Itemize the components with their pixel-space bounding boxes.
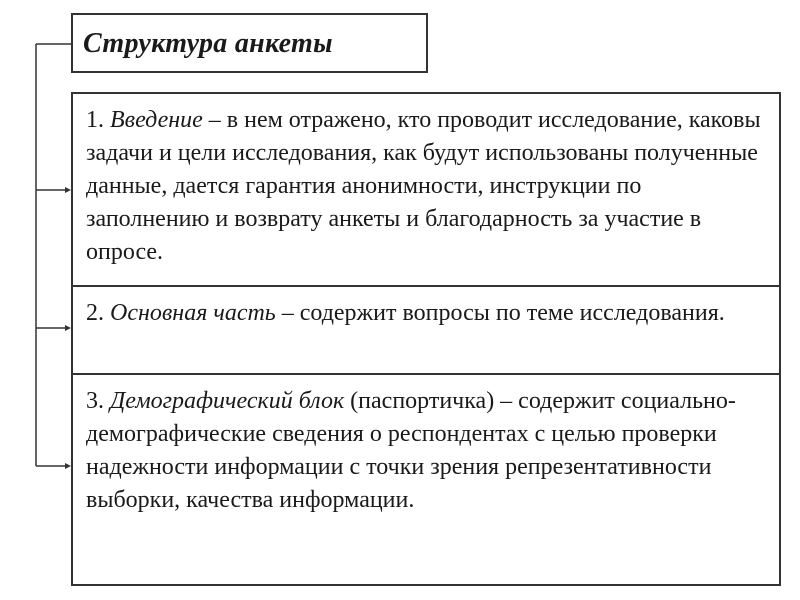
item-number: 2. [86, 300, 104, 326]
item-number: 1. [86, 107, 104, 133]
item-text [86, 385, 769, 517]
item-box-demographic-block [71, 373, 781, 586]
item-description: – содержит вопросы по теме исследования. [275, 300, 725, 326]
item-text [86, 104, 769, 269]
item-box-introduction [71, 92, 781, 287]
title-box [71, 13, 428, 73]
item-description: – в нем отражено, кто проводит исследование, каковы задачи и цели исследования, как будут использованы полученные данные, дается гарантия анонимности, инструкции по заполнению и возврату анкеты и благодарность за участие в опросе. [86, 107, 761, 265]
item-term: Основная часть [110, 300, 276, 326]
item-term: Введение [110, 107, 203, 133]
item-description: (паспортичка) – содержит социально-демографические сведения о респондентах с целью проверки надежности информации с точки зрения репрезентативности выборки, качества информации. [86, 388, 736, 513]
item-box-main-part [71, 285, 781, 375]
diagram-title: Структура анкеты [83, 28, 333, 59]
item-text [86, 297, 769, 330]
item-number: 3. [86, 388, 104, 414]
item-term: Демографический блок [110, 388, 345, 414]
